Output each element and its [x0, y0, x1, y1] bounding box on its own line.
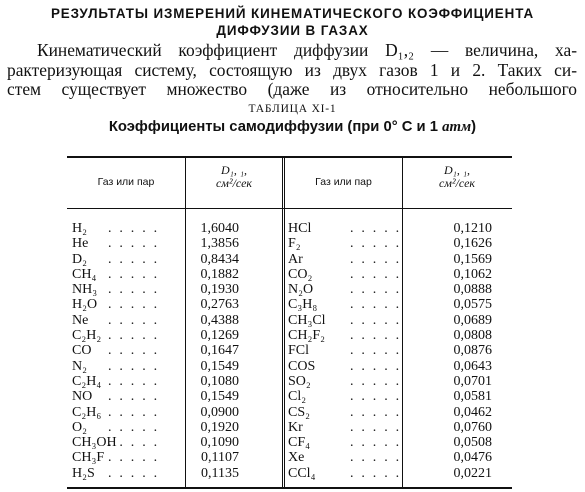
leader-dots: . . . . . [350, 358, 402, 374]
table-row [288, 343, 508, 358]
gas-name: COS [288, 358, 316, 374]
leader-dots: . . . . . [350, 236, 402, 252]
gas-name: CF₄ [288, 435, 311, 451]
diffusion-value: 0,2763 [200, 297, 239, 313]
gas-name: FCl [288, 343, 310, 359]
gas-name: F₂ [288, 236, 301, 252]
table-row [288, 420, 508, 435]
gas-name: Ar [288, 251, 303, 267]
leader-dots: . . . . . [108, 358, 160, 374]
leader-dots: . . . . . [108, 251, 160, 267]
gas-name: CH₂F₂ [288, 328, 325, 344]
col-header-gas-left: Газ или пар [97, 176, 155, 188]
gas-name: CH₄ [72, 266, 97, 282]
paragraph-line-1: Кинематический коэффициент диффузии D₁,₂ — величина, ха- [37, 40, 577, 60]
table-row [72, 282, 287, 297]
col-header-d-right [403, 164, 511, 190]
caption-text: Коэффициенты самодиффузии (при 0° С и 1 [108, 119, 438, 135]
leader-dots: . . . . . [108, 389, 160, 405]
diffusion-value: 0,1930 [200, 282, 239, 298]
gas-name: Cl₂ [288, 389, 307, 405]
table-row [72, 435, 287, 450]
gas-name: N₂O [288, 282, 314, 298]
gas-name: C₃H₈ [288, 297, 318, 313]
table-caption [0, 117, 585, 137]
diffusion-value: 0,1549 [200, 389, 239, 405]
table-header-rule [67, 208, 512, 209]
gas-name: N₂ [72, 358, 87, 374]
d-unit-left: см²/сек [215, 176, 253, 190]
gas-name: O₂ [72, 419, 87, 435]
table-top-rule [67, 156, 512, 158]
diffusion-value: 0,1647 [200, 343, 239, 359]
diffusion-value: 0,1090 [200, 435, 239, 451]
body-paragraph [7, 41, 577, 100]
table-right-rows [288, 221, 508, 481]
diffusion-value: 0,0581 [453, 389, 492, 405]
leader-dots: . . . . . [108, 419, 160, 435]
gas-name: CH₃Cl [288, 312, 326, 328]
gas-name: CH₃OH [72, 435, 117, 451]
table-row [288, 359, 508, 374]
table-row [72, 267, 287, 282]
leader-dots: . . . . . [350, 328, 402, 344]
table-bottom-rule [67, 487, 512, 489]
table-row [288, 435, 508, 450]
table-row [288, 297, 508, 312]
paragraph-line-3: стем существует множество (даже из относительно небольшого [7, 79, 577, 99]
diffusion-value: 0,1080 [200, 373, 239, 389]
heading-line-1: РЕЗУЛЬТАТЫ ИЗМЕРЕНИЙ КИНЕМАТИЧЕСКОГО КОЭФФИЦИЕНТА [50, 6, 535, 21]
paragraph-line-2: рактеризующая систему, состоящую из двух газов 1 и 2. Таких си- [7, 59, 577, 80]
leader-dots: . . . . . [108, 404, 160, 420]
table-row [72, 252, 287, 267]
gas-name: CCl₄ [288, 465, 316, 481]
table-row [288, 328, 508, 343]
leader-dots: . . . . . [108, 435, 160, 451]
gas-name: H₂ [72, 221, 87, 236]
diffusion-value: 0,0221 [453, 465, 492, 481]
table-row [288, 450, 508, 465]
gas-name: Ne [72, 312, 89, 328]
leader-dots: . . . . . [108, 373, 160, 389]
table-label: ТАБЛИЦА XI-1 [248, 103, 337, 115]
diffusion-value: 0,4388 [200, 312, 239, 328]
diffusion-value: 0,1269 [200, 328, 239, 344]
leader-dots: . . . . . [350, 251, 402, 267]
gas-name: CO₂ [288, 266, 313, 282]
table-row [288, 374, 508, 389]
leader-dots: . . . . . [350, 312, 402, 328]
leader-dots: . . . . . [350, 465, 402, 481]
leader-dots: . . . . . [350, 419, 402, 435]
table-row [288, 252, 508, 267]
caption-close: ) [471, 119, 477, 135]
table-row [72, 343, 287, 358]
diffusion-value: 0,0575 [453, 297, 492, 313]
leader-dots: . . . . . [350, 282, 402, 298]
table-row [288, 267, 508, 282]
diffusion-value: 0,0643 [453, 358, 492, 374]
table-row [72, 405, 287, 420]
d-symbol-left: D₁, ₁, [220, 163, 247, 177]
leader-dots: . . . . . [108, 266, 160, 282]
gas-name: He [72, 236, 89, 252]
gas-name: NH₃ [72, 282, 98, 298]
gas-name: SO₂ [288, 373, 311, 389]
gas-name: NO [72, 389, 93, 405]
leader-dots: . . . . . [108, 343, 160, 359]
gas-name: C₂H₂ [72, 328, 102, 344]
leader-dots: . . . . . [350, 389, 402, 405]
gas-name: D₂ [72, 251, 87, 267]
table-row [72, 420, 287, 435]
gas-name: H₂S [72, 465, 95, 481]
leader-dots: . . . . . [108, 450, 160, 466]
leader-dots: . . . . . [108, 236, 160, 252]
leader-dots: . . . . . [350, 450, 402, 466]
leader-dots: . . . . . [108, 297, 160, 313]
diffusion-value: 1,6040 [200, 221, 239, 236]
table-row [72, 221, 287, 236]
col-header-gas-right: Газ или пар [315, 176, 372, 188]
leader-dots: . . . . . [350, 435, 402, 451]
leader-dots: . . . . . [108, 312, 160, 328]
diffusion-value: 0,1920 [200, 419, 239, 435]
table-row [72, 313, 287, 328]
leader-dots: . . . . . [350, 266, 402, 282]
table-row [288, 466, 508, 481]
diffusion-value: 0,0808 [453, 328, 492, 344]
caption-unit: атм [442, 119, 472, 135]
leader-dots: . . . . . [350, 373, 402, 389]
table-row [288, 389, 508, 404]
diffusion-value: 0,1210 [453, 221, 492, 236]
table-row [72, 297, 287, 312]
gas-name: CO [72, 343, 92, 359]
diffusion-value: 0,0900 [200, 404, 239, 420]
table-row [72, 450, 287, 465]
diffusion-value: 0,0876 [453, 343, 492, 359]
leader-dots: . . . . . [108, 221, 160, 236]
diffusion-value: 0,1107 [201, 450, 239, 466]
d-symbol-right: D₁, ₁, [443, 163, 470, 177]
diffusion-value: 0,0462 [453, 404, 492, 420]
diffusion-value: 0,0508 [453, 435, 492, 451]
diffusion-value: 0,1135 [201, 465, 239, 481]
leader-dots: . . . . . [350, 343, 402, 359]
table-row [72, 328, 287, 343]
gas-name: Xe [288, 450, 305, 466]
gas-name: H₂O [72, 297, 98, 313]
d-unit-right: см²/сек [438, 176, 476, 190]
gas-name: C₂H₆ [72, 404, 102, 420]
table-row [72, 389, 287, 404]
table-row [72, 236, 287, 251]
diffusion-value: 0,1569 [453, 251, 492, 267]
diffusion-value: 0,1626 [453, 236, 492, 252]
table-left-rows [72, 221, 287, 481]
section-heading [0, 5, 585, 39]
leader-dots: . . . . . [108, 465, 160, 481]
diffusion-value: 0,0476 [453, 450, 492, 466]
diffusion-value: 0,0701 [453, 373, 492, 389]
table-row [288, 221, 508, 236]
leader-dots: . . . . . [108, 328, 160, 344]
table-row [288, 405, 508, 420]
diffusion-value: 0,0760 [453, 419, 492, 435]
leader-dots: . . . . . [350, 221, 402, 236]
table-row [72, 374, 287, 389]
gas-name: CS₂ [288, 404, 311, 420]
diffusion-value: 0,0689 [453, 312, 492, 328]
table-row [288, 313, 508, 328]
leader-dots: . . . . . [350, 297, 402, 313]
col-header-d-left [186, 164, 282, 190]
gas-name: HCl [288, 221, 312, 236]
leader-dots: . . . . . [350, 404, 402, 420]
leader-dots: . . . . . [108, 282, 160, 298]
diffusion-value: 0,8434 [200, 251, 239, 267]
heading-line-2: ДИФФУЗИИ В ГАЗАХ [216, 23, 369, 38]
diffusion-value: 0,1882 [200, 266, 239, 282]
gas-name: C₂H₄ [72, 373, 102, 389]
table-row [288, 282, 508, 297]
diffusion-value: 1,3856 [200, 236, 239, 252]
table-row [72, 359, 287, 374]
diffusion-value: 0,1549 [200, 358, 239, 374]
diffusion-value: 0,0888 [453, 282, 492, 298]
table-row [72, 466, 287, 481]
table-row [288, 236, 508, 251]
gas-name: CH₃F [72, 450, 105, 466]
gas-name: Kr [288, 419, 303, 435]
diffusion-value: 0,1062 [453, 266, 492, 282]
